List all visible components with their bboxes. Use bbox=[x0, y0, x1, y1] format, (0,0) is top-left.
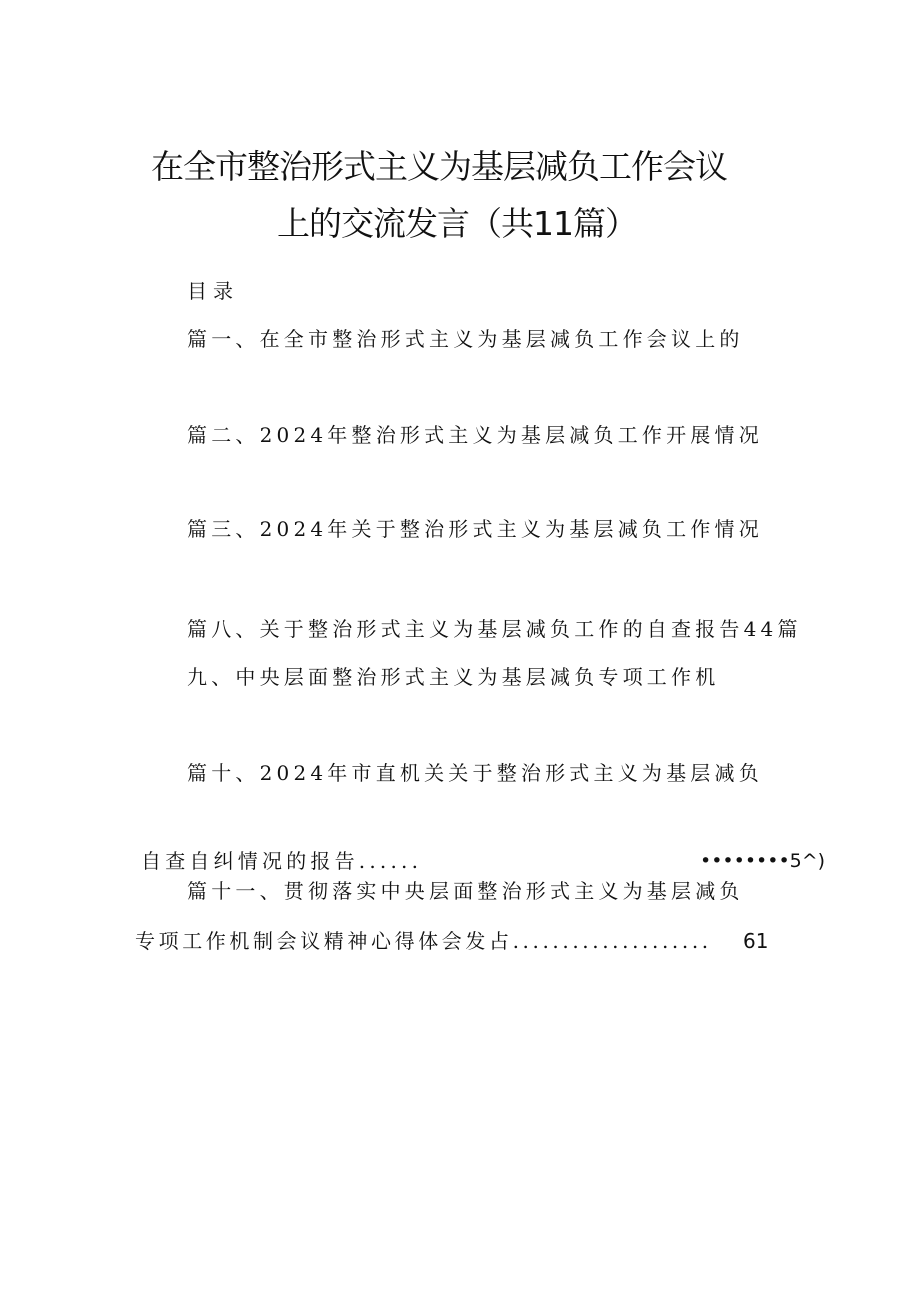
toc-entry-11-continuation: 专项工作机制会议精神心得体会发占.................... bbox=[135, 929, 712, 953]
toc-entry-2: 篇二、2024年整治形式主义为基层减负工作开展情况 bbox=[187, 423, 763, 447]
toc-entry-10: 篇十、2024年市直机关关于整治形式主义为基层减负 bbox=[187, 761, 763, 785]
toc-heading: 目录 bbox=[187, 279, 239, 303]
toc-entry-11-page: 61 bbox=[743, 929, 769, 953]
toc-entry-10-page: ••••••••5^) bbox=[700, 850, 826, 872]
document-title-line-2: 上的交流发言（共11篇） bbox=[277, 204, 637, 243]
toc-entry-8: 篇八、关于整治形式主义为基层减负工作的自查报告44篇 bbox=[187, 617, 802, 641]
toc-entry-11: 篇十一、贯彻落实中央层面整治形式主义为基层减负 bbox=[187, 879, 744, 903]
toc-entry-3: 篇三、2024年关于整治形式主义为基层减负工作情况 bbox=[187, 517, 763, 541]
document-title-line-1: 在全市整治形式主义为基层减负工作会议 bbox=[151, 147, 727, 186]
toc-entry-9: 九、中央层面整治形式主义为基层减负专项工作机 bbox=[187, 665, 720, 689]
toc-entry-1: 篇一、在全市整治形式主义为基层减负工作会议上的 bbox=[187, 327, 744, 351]
toc-entry-10-continuation: 自查自纠情况的报告...... bbox=[141, 849, 423, 873]
